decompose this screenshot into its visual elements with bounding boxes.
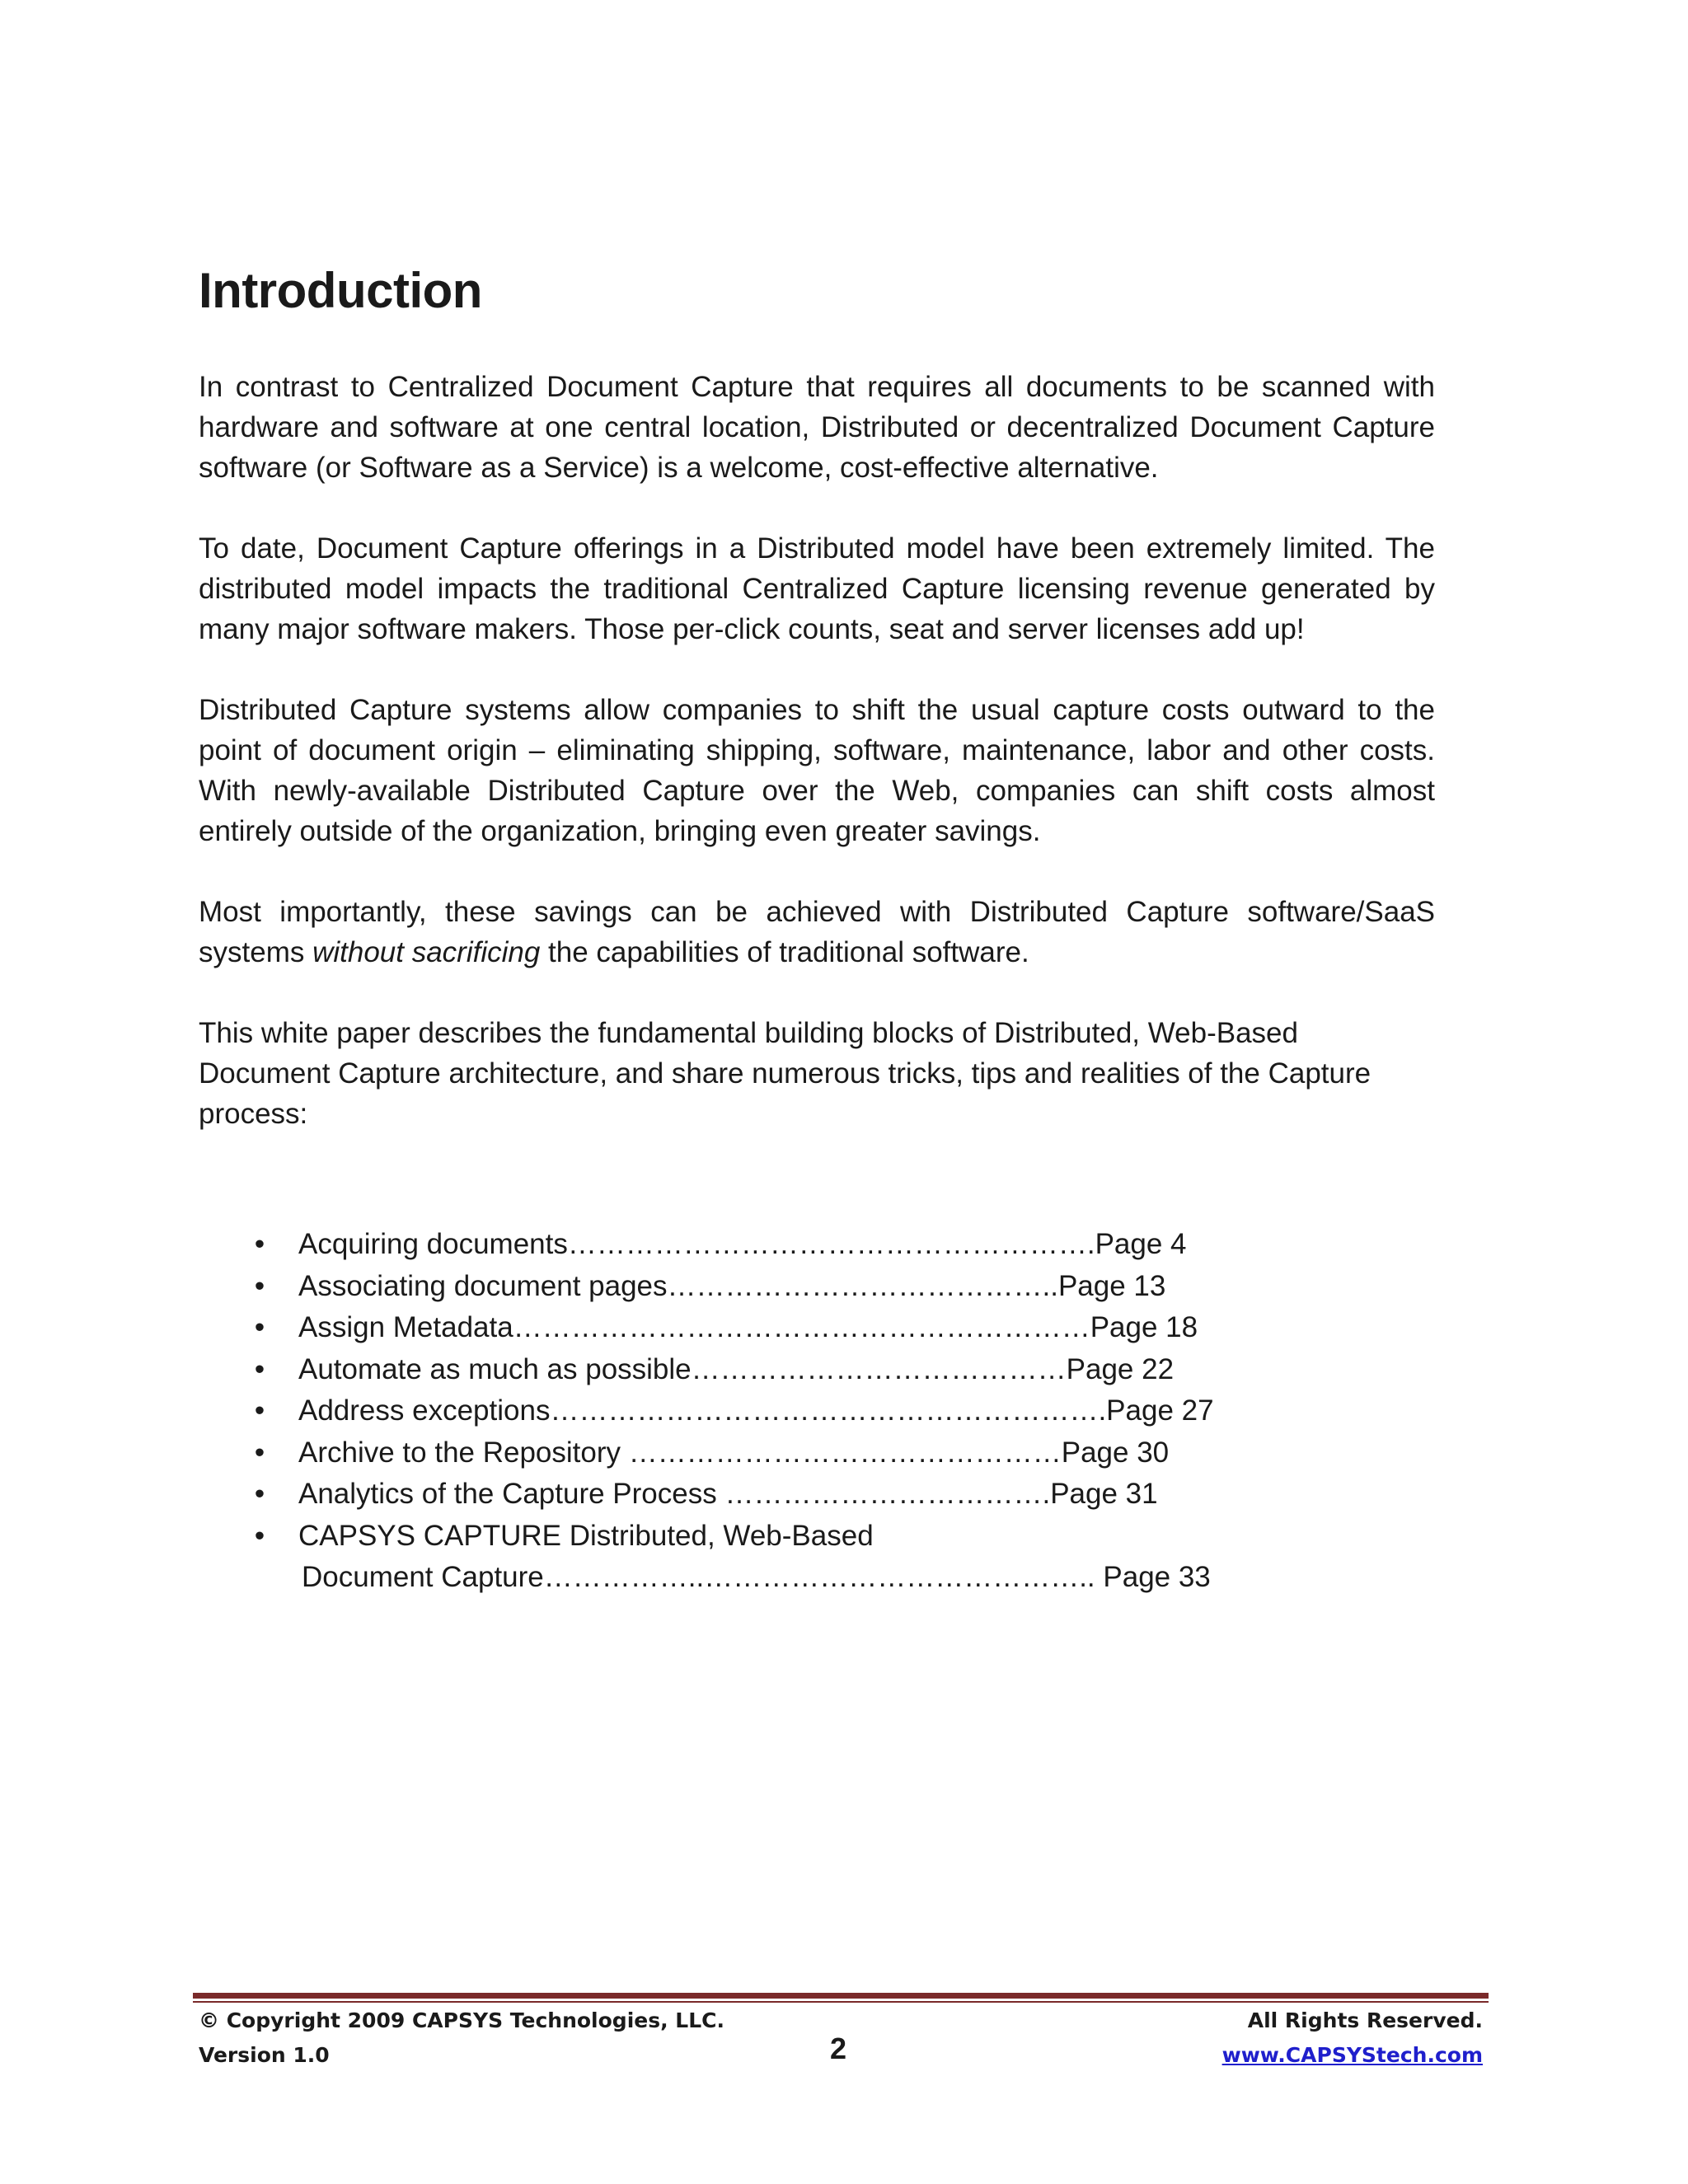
paragraph-4-text-a: Most importantly, these savings can be achieved with Distributed Capture software/SaaS systems: [199, 896, 1435, 968]
table-of-contents: [247, 1224, 1214, 1599]
toc-item-text: Acquiring documents……………………………………………….Page 4: [298, 1228, 1187, 1260]
rights-notice: All Rights Reserved.: [1247, 2008, 1483, 2032]
page-number: 2: [830, 2032, 847, 2065]
bullet-icon: •: [254, 1352, 265, 1385]
bullet-icon: •: [254, 1269, 265, 1302]
footer-divider: [193, 1993, 1489, 1999]
bullet-icon: •: [254, 1478, 265, 1510]
document-body: [199, 367, 1435, 1174]
toc-item-text: Automate as much as possible…………………………………Page 22: [298, 1352, 1175, 1385]
bullet-icon: •: [254, 1228, 265, 1260]
paragraph-4: [199, 892, 1435, 972]
toc-item-text: Address exceptions………………………………………………….Page 27: [298, 1394, 1214, 1427]
bullet-icon: •: [254, 1436, 265, 1469]
toc-item-text: Archive to the Repository ………………………………………Page 30: [298, 1436, 1170, 1469]
toc-item: [247, 1390, 1214, 1432]
page-footer: [199, 2008, 1483, 2091]
version-label: Version 1.0: [199, 2043, 330, 2067]
toc-item: [247, 1266, 1166, 1308]
toc-item-text: Associating document pages…………………………………..Page 13: [298, 1269, 1166, 1302]
footer-divider-thin: [193, 2001, 1489, 2003]
bullet-icon: •: [254, 1311, 265, 1343]
toc-item: [247, 1224, 1187, 1266]
toc-item-text: Assign Metadata……………………………………………………Page 18: [298, 1311, 1198, 1343]
website-link[interactable]: www.CAPSYStech.com: [1221, 2043, 1483, 2067]
paragraph-2: To date, Document Capture offerings in a Distributed model have been extremely limited. The distributed model impacts the traditional Centralized Capture licensing revenue generated by many major software makers. Those per-click counts, seat and server licenses add up!: [199, 532, 1435, 645]
paragraph-5: This white paper describes the fundamental building blocks of Distributed, Web-Based Document Capture architecture, and share numerous tricks, tips and realities of the Capture process:: [199, 1017, 1372, 1130]
page-title: Introduction: [199, 263, 482, 318]
paragraph-1: In contrast to Centralized Document Capture that requires all documents to be scanned with hardware and software at one central location, Distributed or decentralized Document Capture software (or Software as a Service) is a welcome, cost-effective alternative.: [199, 371, 1435, 484]
bullet-icon: •: [254, 1519, 265, 1552]
paragraph-4-text-b: the capabilities of traditional software.: [540, 936, 1029, 968]
bullet-icon: •: [254, 1394, 265, 1427]
toc-item: [247, 1516, 1211, 1599]
toc-item-text: Analytics of the Capture Process …………………………….Page 31: [298, 1478, 1158, 1510]
toc-item: [247, 1432, 1170, 1474]
paragraph-4-emphasis: without sacrificing: [312, 936, 541, 968]
toc-item: [247, 1349, 1175, 1391]
toc-item-text: CAPSYS CAPTURE Distributed, Web-Based: [298, 1519, 874, 1552]
toc-item: [247, 1474, 1158, 1516]
copyright-notice: © Copyright 2009 CAPSYS Technologies, LLC.: [199, 2008, 725, 2032]
toc-item: [247, 1307, 1198, 1349]
paragraph-3: Distributed Capture systems allow companies to shift the usual capture costs outward to the point of document origin – eliminating shipping, software, maintenance, labor and other costs. With newly-available Distributed Capture over the Web, companies can shift costs almost entirely outside of the organization, bringing even greater savings.: [199, 694, 1435, 847]
toc-item-text-continued: Document Capture……………..………………………………….. Page 33: [302, 1561, 1211, 1593]
